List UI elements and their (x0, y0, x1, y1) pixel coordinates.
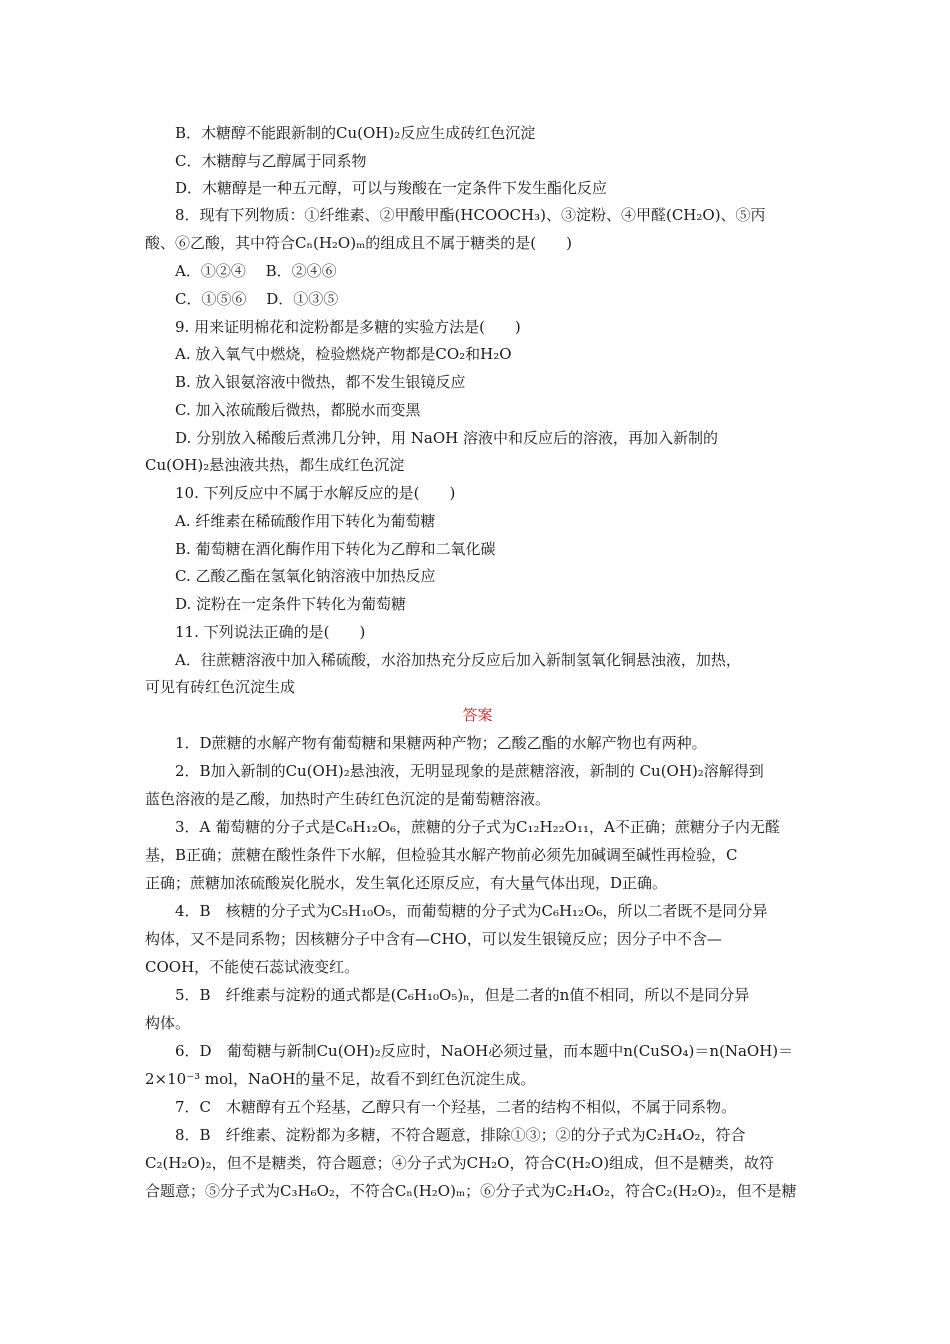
q8-options-cd: C．①⑤⑥ D．①③⑤ (175, 290, 339, 308)
answer-8-line-2: C₂(H₂O)₂，但不是糖类，符合题意；④分子式为CH₂O，符合C(H₂O)组成，但不是糖类，故符 (145, 1154, 775, 1172)
q11-option-a-line-1: A．往蔗糖溶液中加入稀硫酸，水浴加热充分反应后加入新制氢氧化铜悬浊液，加热， (175, 651, 741, 669)
q10-option-b: B. 葡萄糖在酒化酶作用下转化为乙醇和二氧化碳 (175, 540, 496, 558)
q8-stem-line-2: 酸、⑥乙酸，其中符合Cₙ(H₂O)ₘ的组成且不属于糖类的是( ) (145, 234, 572, 252)
answer-6-line-1: 6．D 葡萄糖与新制Cu(OH)₂反应时，NaOH必须过量，而本题中n(CuSO₄)＝n(NaOH)＝ (175, 1042, 794, 1060)
answer-5-line-2: 构体。 (145, 1014, 191, 1032)
q7-option-d: D．木糖醇是一种五元醇，可以与羧酸在一定条件下发生酯化反应 (175, 179, 608, 197)
q10-option-d: D. 淀粉在一定条件下转化为葡萄糖 (175, 595, 407, 613)
answer-2-line-1: 2．B加入新制的Cu(OH)₂悬浊液，无明显现象的是蔗糖溶液，新制的 Cu(OH)₂溶解得到 (175, 762, 764, 780)
answer-3-line-2: 基，B正确；蔗糖在酸性条件下水解，但检验其水解产物前必须先加碱调至碱性再检验，C (145, 846, 738, 864)
answer-3-line-3: 正确；蔗糖加浓硫酸炭化脱水，发生氧化还原反应，有大量气体出现，D正确。 (145, 874, 668, 892)
answers-title: 答案 (462, 706, 493, 724)
q10-option-a: A. 纤维素在稀硫酸作用下转化为葡萄糖 (175, 512, 436, 530)
answer-4-line-2: 构体，又不是同系物；因核糖分子中含有—CHO，可以发生银镜反应；因分子中不含— (145, 930, 722, 948)
answer-7: 7．C 木糖醇有五个羟基，乙醇只有一个羟基，二者的结构不相似，不属于同系物。 (175, 1098, 737, 1116)
answer-6-line-2: 2×10⁻³ mol，NaOH的量不足，故看不到红色沉淀生成。 (145, 1070, 536, 1088)
q10-stem: 10. 下列反应中不属于水解反应的是( ) (175, 484, 456, 502)
q9-stem: 9. 用来证明棉花和淀粉都是多糖的实验方法是( ) (175, 318, 521, 336)
q9-option-c: C. 加入浓硫酸后微热，都脱水而变黑 (175, 401, 421, 419)
answer-4-line-1: 4．B 核糖的分子式为C₅H₁₀O₅，而葡萄糖的分子式为C₆H₁₂O₆，所以二者既不是同分异 (175, 902, 768, 920)
answer-8-line-3: 合题意；⑤分子式为C₃H₆O₂，不符合Cₙ(H₂O)ₘ；⑥分子式为C₂H₄O₂，符合C₂(H₂O)₂，但不是糖 (145, 1182, 797, 1200)
answer-8-line-1: 8．B 纤维素、淀粉都为多糖，不符合题意，排除①③；②的分子式为C₂H₄O₂，符合 (175, 1126, 746, 1144)
q11-stem: 11. 下列说法正确的是( ) (175, 623, 366, 641)
q9-option-b: B. 放入银氨溶液中微热，都不发生银镜反应 (175, 373, 466, 391)
q10-option-c: C. 乙酸乙酯在氢氧化钠溶液中加热反应 (175, 567, 436, 585)
answer-4-line-3: COOH，不能使石蕊试液变红。 (145, 958, 360, 976)
answer-1: 1．D蔗糖的水解产物有葡萄糖和果糖两种产物；乙酸乙酯的水解产物也有两种。 (175, 734, 707, 752)
q7-option-c: C．木糖醇与乙醇属于同系物 (175, 152, 367, 170)
answer-3-line-1: 3．A 葡萄糖的分子式是C₆H₁₂O₆，蔗糖的分子式为C₁₂H₂₂O₁₁，A不正确；蔗糖分子内无醛 (175, 818, 780, 836)
q9-option-d-line-1: D. 分别放入稀酸后煮沸几分钟，用 NaOH 溶液中和反应后的溶液，再加入新制的 (175, 429, 719, 447)
answer-5-line-1: 5．B 纤维素与淀粉的通式都是(C₆H₁₀O₅)ₙ，但是二者的n值不相同，所以不是同分异 (175, 986, 750, 1004)
q7-option-b: B．木糖醇不能跟新制的Cu(OH)₂反应生成砖红色沉淀 (175, 124, 536, 142)
q9-option-d-line-2: Cu(OH)₂悬浊液共热，都生成红色沉淀 (145, 456, 405, 474)
q8-stem-line-1: 8．现有下列物质：①纤维素、②甲酸甲酯(HCOOCH₃)、③淀粉、④甲醛(CH₂O)、⑤丙 (175, 206, 766, 224)
q8-options-ab: A．①②④ B．②④⑥ (175, 262, 337, 280)
q9-option-a: A. 放入氧气中燃烧，检验燃烧产物都是CO₂和H₂O (175, 345, 512, 363)
answer-2-line-2: 蓝色溶液的是乙酸，加热时产生砖红色沉淀的是葡萄糖溶液。 (145, 790, 551, 808)
q11-option-a-line-2: 可见有砖红色沉淀生成 (145, 678, 296, 696)
